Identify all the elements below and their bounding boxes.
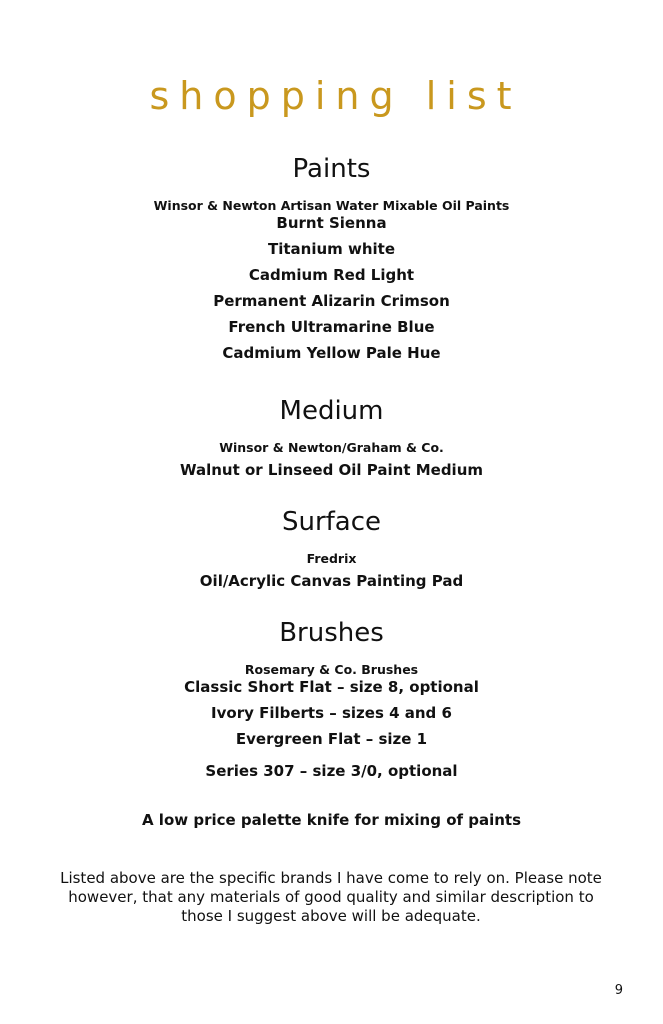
brand-surface: Fredrix bbox=[306, 551, 357, 566]
page-number: 9 bbox=[614, 983, 623, 998]
list-item: Oil/Acrylic Canvas Painting Pad bbox=[199, 572, 464, 590]
page-title: shopping list bbox=[149, 74, 522, 118]
list-item: French Ultramarine Blue bbox=[228, 318, 435, 336]
brand-medium: Winsor & Newton/Graham & Co. bbox=[219, 440, 444, 455]
list-item: Evergreen Flat – size 1 bbox=[235, 730, 428, 748]
section-heading-medium: Medium bbox=[279, 396, 384, 426]
list-item: Cadmium Red Light bbox=[248, 266, 415, 284]
list-item: Burnt Sienna bbox=[276, 214, 387, 232]
list-item: Permanent Alizarin Crimson bbox=[213, 292, 450, 310]
list-item: Classic Short Flat – size 8, optional bbox=[184, 678, 479, 696]
brand-brushes: Rosemary & Co. Brushes bbox=[244, 662, 419, 677]
list-item: Walnut or Linseed Oil Paint Medium bbox=[179, 461, 484, 479]
list-item: Titanium white bbox=[267, 240, 396, 258]
list-item: Ivory Filberts – sizes 4 and 6 bbox=[211, 704, 452, 722]
list-item: Cadmium Yellow Pale Hue bbox=[222, 344, 441, 362]
section-heading-brushes: Brushes bbox=[279, 618, 384, 648]
section-heading-surface: Surface bbox=[281, 507, 382, 537]
brand-paints: Winsor & Newton Artisan Water Mixable Oil Paints bbox=[153, 198, 510, 213]
section-heading-paints: Paints bbox=[292, 154, 371, 184]
palette-knife-note: A low price palette knife for mixing of paints bbox=[141, 811, 522, 829]
footer-note: Listed above are the specific brands I have come to rely on. Please note however, that any materials of good quality and similar description to those I suggest above will be adequate. bbox=[60, 869, 602, 925]
list-item: Series 307 – size 3/0, optional bbox=[205, 762, 458, 780]
